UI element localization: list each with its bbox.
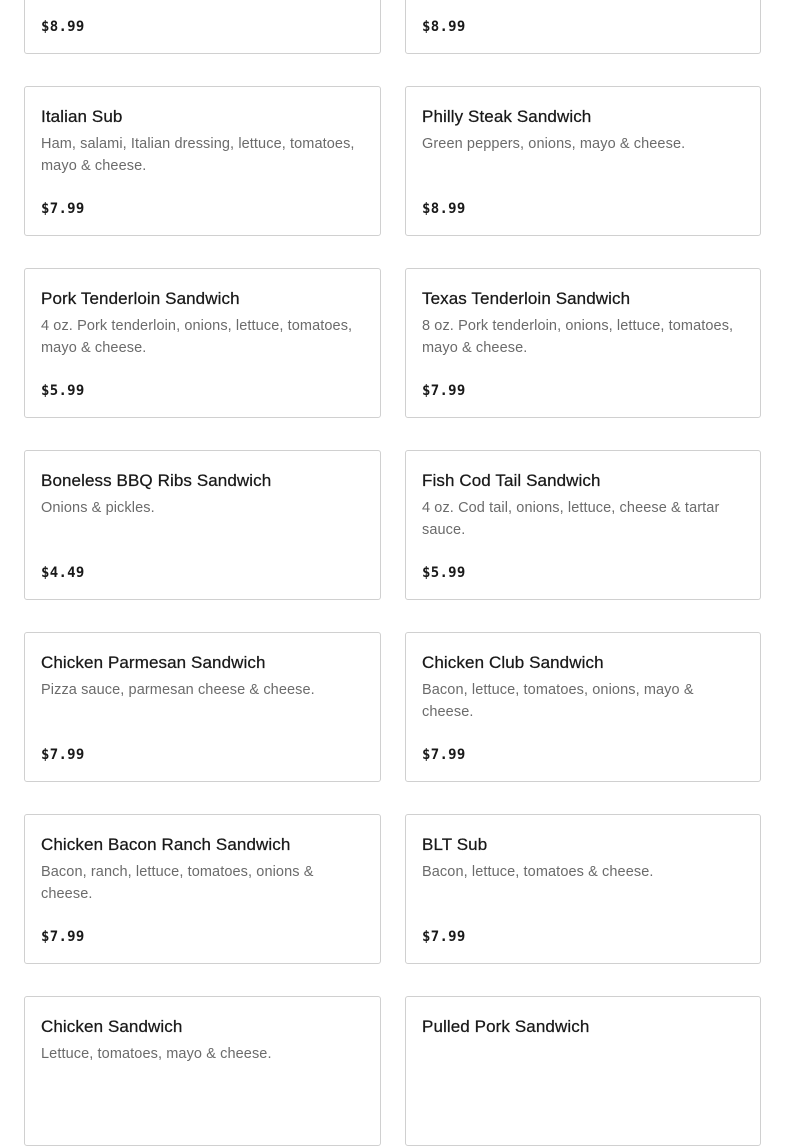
menu-item-name: Fish Cod Tail Sandwich (422, 471, 601, 490)
menu-item-name: Pulled Pork Sandwich (422, 1017, 590, 1036)
menu-item-price: $4.49 (41, 565, 85, 581)
menu-item-description: 8 oz. Pork tenderloin, onions, lettuce, tomatoes, mayo & cheese. (422, 318, 734, 356)
menu-item-card-chicken-parmesan-sandwich[interactable] (24, 632, 381, 782)
menu-item-description: Lettuce, tomatoes, mayo & cheese. (41, 1046, 272, 1062)
menu-item-grid (24, 0, 761, 1146)
menu-item-price: $7.99 (422, 929, 466, 945)
menu-item-card-blt-sub[interactable] (405, 814, 761, 964)
menu-item-description: 4 oz. Pork tenderloin, onions, lettuce, tomatoes, mayo & cheese. (41, 318, 353, 356)
menu-item-name: Texas Tenderloin Sandwich (422, 289, 631, 308)
menu-item-description: 4 oz. Cod tail, onions, lettuce, cheese & tartar sauce. (422, 500, 720, 538)
menu-item-card-boneless-bbq-ribs-sandwich[interactable] (24, 450, 381, 600)
menu-item-description: Onions & pickles. (41, 500, 155, 516)
menu-item-card-philly-steak-sandwich[interactable] (405, 86, 761, 236)
menu-item-name: Pork Tenderloin Sandwich (41, 289, 240, 308)
menu-item-card-pulled-pork-sandwich[interactable] (405, 996, 761, 1146)
menu-item-card[interactable] (24, 0, 381, 54)
menu-item-card-chicken-club-sandwich[interactable] (405, 632, 761, 782)
menu-item-price: $8.99 (422, 201, 466, 217)
menu-item-description: Bacon, lettuce, tomatoes & cheese. (422, 864, 654, 880)
menu-item-name: Chicken Club Sandwich (422, 653, 604, 672)
menu-item-description: Bacon, lettuce, tomatoes, onions, mayo & cheese. (422, 682, 694, 720)
menu-item-price: $5.99 (41, 383, 85, 399)
menu-item-card-fish-cod-tail-sandwich[interactable] (405, 450, 761, 600)
menu-item-name: Chicken Parmesan Sandwich (41, 653, 266, 672)
menu-item-price: $7.99 (41, 747, 85, 763)
menu-item-price: $7.99 (422, 747, 466, 763)
menu-item-name: Italian Sub (41, 107, 123, 126)
menu-item-name: Chicken Sandwich (41, 1017, 183, 1036)
menu-item-card-chicken-sandwich[interactable] (24, 996, 381, 1146)
menu-item-name: BLT Sub (422, 835, 488, 854)
menu-item-price: $7.99 (41, 201, 85, 217)
menu-item-card-chicken-bacon-ranch-sandwich[interactable] (24, 814, 381, 964)
menu-item-name: Boneless BBQ Ribs Sandwich (41, 471, 272, 490)
menu-item-card-pork-tenderloin-sandwich[interactable] (24, 268, 381, 418)
menu-item-card-texas-tenderloin-sandwich[interactable] (405, 268, 761, 418)
menu-item-price: $7.99 (41, 929, 85, 945)
menu-item-price: $5.99 (422, 565, 466, 581)
menu-item-name: Philly Steak Sandwich (422, 107, 592, 126)
menu-item-price: $8.99 (422, 19, 466, 35)
menu-item-price: $7.99 (422, 383, 466, 399)
menu-item-name: Chicken Bacon Ranch Sandwich (41, 835, 291, 854)
menu-item-description: Ham, salami, Italian dressing, lettuce, tomatoes, mayo & cheese. (41, 136, 355, 174)
menu-item-card[interactable] (405, 0, 761, 54)
menu-item-price: $8.99 (41, 19, 85, 35)
menu-item-description: Pizza sauce, parmesan cheese & cheese. (41, 682, 315, 698)
menu-item-description: Green peppers, onions, mayo & cheese. (422, 136, 686, 152)
menu-item-card-italian-sub[interactable] (24, 86, 381, 236)
menu-item-description: Bacon, ranch, lettuce, tomatoes, onions & cheese. (41, 864, 314, 902)
